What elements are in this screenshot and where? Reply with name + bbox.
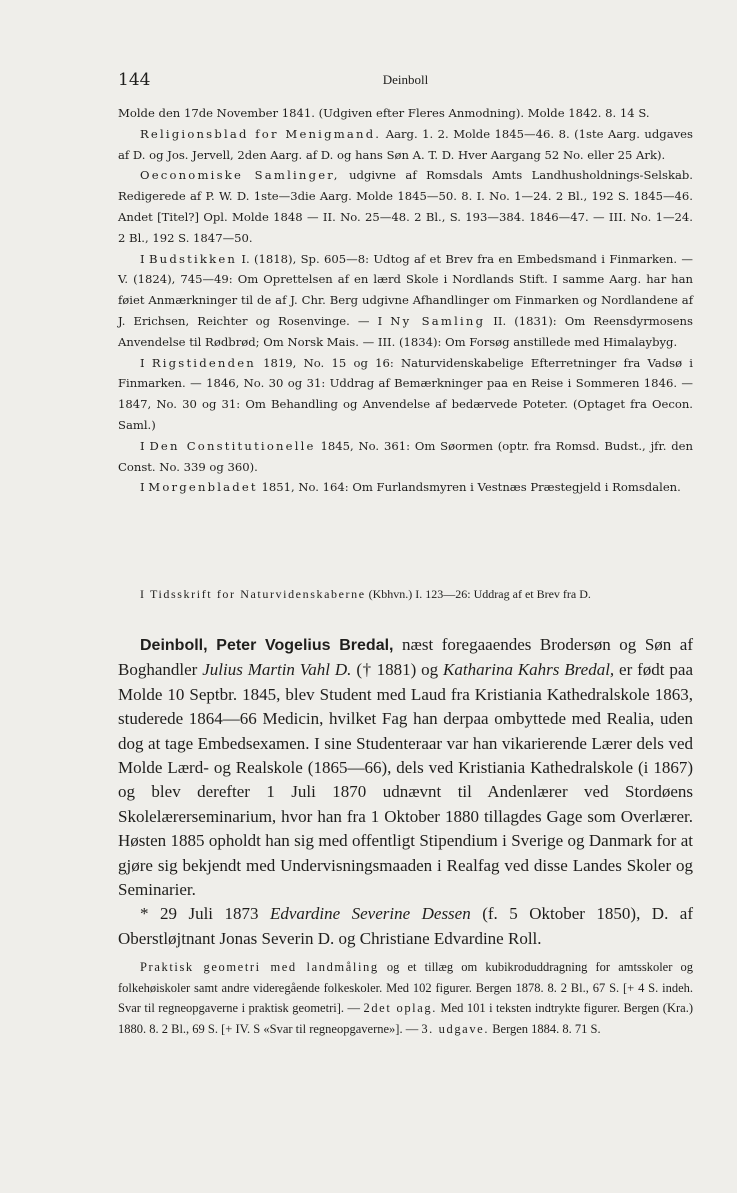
rigst-entry <box>118 353 693 436</box>
ny-samling-details: II. (1831): Om Reensdyrmosens Anvendelse til Rødbrød; Om Norsk Mais. — III. (1834): Om Forsøg anstillede med Himalaybyg. <box>118 313 693 349</box>
const-prefix: I <box>140 438 150 453</box>
page-header <box>118 70 693 94</box>
running-head: Deinboll <box>382 72 429 87</box>
morgen-details: 1851, No. 164: Om Furlandsmyren i Vestnæs Præstegjeld i Romsdalen. <box>257 480 681 495</box>
const-title: Den Constitutionelle <box>149 438 316 453</box>
fraktur-entries <box>118 103 693 498</box>
wife-name: Edvardine Severine Dessen <box>269 904 471 924</box>
mother-name: Katharina Kahrs Bredal, <box>443 660 615 680</box>
religion-entry <box>118 124 693 166</box>
bio-text-1: næst foregaaendes Brodersøn og Søn af Boghandler <box>118 635 694 680</box>
const-entry <box>118 436 693 478</box>
rigst-title: Rigstidenden <box>151 355 256 370</box>
morgen-prefix: I <box>140 480 149 495</box>
budstik-prefix: I <box>140 251 149 266</box>
morgen-entry <box>118 477 693 498</box>
book-details: og et tillæg om kubikroduddragning for amtsskoler og folkehøiskoler samt andre videregående folkeskoler. Med 102 figurer. Bergen 1878. 8. 2 Bl., 67 S. [+ 4 S. indeh. Svar til regneopgaverne i praktisk geometri]. — <box>118 960 693 1015</box>
molde-entry: Molde den 17de November 1841. (Udgiven efter Fleres Anmodning). Molde 1842. 8. 14 S. <box>118 106 650 120</box>
biography-paragraph <box>118 633 693 902</box>
religion-title: Religionsblad for Menigmand. <box>140 126 382 141</box>
religion-details: Aarg. 1. 2. Molde 1845—46. 8. (1ste Aarg. udgaves af D. og Jos. Jervell, 2den Aarg. af D. og hans Søn A. T. D. Hver Aargang 52 No. eller 25 Ark). <box>118 126 693 162</box>
bibliography-entry <box>118 957 693 1039</box>
third-edition: 3. udgave. <box>421 1021 490 1036</box>
second-edition-details: Med 101 i teksten indtrykte figurer. Bergen (Kra.) 1880. 8. 2 Bl., 69 S. [+ IV. S «Svar til regneopgaverne»]. — <box>118 1001 693 1036</box>
budstik-details: I. (1818), Sp. 605—8: Udtog af et Brev fra en Embedsmand i Finmarken. — V. (1824), 745—49: Om Oprettelsen af en lærd Skole i Nordlands Stift. I samme Aarg. har han føiet Anmærkninger til de af J. Chr. Berg udgivne Afhandlinger om Finmarken og Nordlandene af J. Erichsen, Reichter og Rosenvinge. — I <box>118 251 693 328</box>
tidsskrift-details: (Kbhvn.) I. 123—26: Uddrag af et Brev fra D. <box>365 587 591 601</box>
morgen-title: Morgenbladet <box>148 480 258 495</box>
person-name: Deinboll, Peter Vogelius Bredal, <box>140 637 394 654</box>
oecon-title: Oeconomiske Samlinger, <box>140 168 340 183</box>
const-details: 1845, No. 361: Om Søormen (optr. fra Romsd. Budst., jfr. den Const. No. 339 og 360). <box>118 438 694 474</box>
marriage-date: * 29 Juli 1873 <box>140 904 270 924</box>
book-title: Praktisk geometri med landmåling <box>140 960 379 974</box>
tidsskrift-title: I Tidsskrift for Naturvidenskaberne <box>140 587 366 601</box>
bio-text-2: († 1881) og <box>351 660 444 680</box>
marriage-details: (f. 5 Oktober 1850), D. af Oberstløjtnant Jonas Severin D. og Christiane Edvardine Roll. <box>118 904 694 948</box>
second-edition: 2det oplag. <box>363 1001 437 1015</box>
budstik-title: Budstikken <box>148 251 238 266</box>
biography-entry <box>118 633 693 951</box>
tidsskrift-entry <box>118 586 693 604</box>
father-name: Julius Martin Vahl D. <box>202 660 352 680</box>
oecon-entry <box>118 165 693 248</box>
third-edition-details: Bergen 1884. 8. 71 S. <box>489 1021 601 1036</box>
budstik-entry <box>118 249 693 353</box>
rigst-details: 1819, No. 15 og 16: Naturvidenskabelige Efterretninger fra Vadsø i Finmarken. — 1846, No. 30 og 31: Uddrag af Bemærkninger paa en Reise i Sommeren 1846. — 1847, No. 30 og 31: Om Behandling og Anvendelse af bedærvede Poteter. (Optaget fra Oecon. Saml.) <box>118 355 694 432</box>
bio-text-3: er født paa Molde 10 Septbr. 1845, blev Student med Laud fra Kristiania Kathedralskole 1863, studerede 1864—66 Medicin, hvilket Fag han derpaa ombyttede med Realia, uden dog at tage Embedsexamen. I sine Studenteraar var han vikarierende Lærer dels ved Molde Lærd- og Realskole (1865—66), dels ved Kristiania Kathedralskole (i 1867) og blev derefter 1 Juli 1870 udnævnt til Andenlærer ved Stordøens Skolelærerseminarium, hvor han fra 1 Oktober 1880 tillagdes Gage som Overlærer. Høsten 1885 opholdt han sig med offentligt Stipendium i Sverige og Danmark for at gjøre sig bekjendt med Undervisningsmaaden i Realfag ved disse Landes Skoler og Seminarier. <box>118 660 693 900</box>
oecon-details: udgivne af Romsdals Amts Landhusholdnings-Selskab. Redigerede af P. W. D. 1ste—3die Aarg. Molde 1845—50. 8. I. No. 1—24. 2 Bl., 192 S. 1845—46. Andet [Titel?] Opl. Molde 1848 — II. No. 25—48. 2 Bl., S. 193—384. 1846—47. — III. No. 1—24. 2 Bl., 192 S. 1847—50. <box>118 168 693 245</box>
rigst-prefix: I <box>140 355 152 370</box>
marriage-paragraph <box>118 902 693 951</box>
ny-samling-title: Ny Samling <box>390 313 486 328</box>
page-number: 144 <box>118 70 151 90</box>
